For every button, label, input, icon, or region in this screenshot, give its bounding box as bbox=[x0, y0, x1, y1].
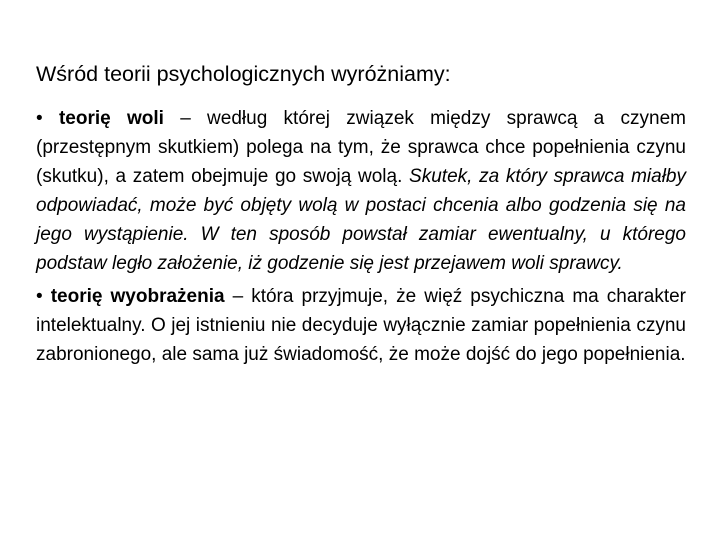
paragraph-theory-of-representation bbox=[36, 282, 686, 369]
slide-content bbox=[36, 104, 686, 369]
slide-heading: Wśród teorii psychologicznych wyróżniamy: bbox=[36, 62, 451, 86]
paragraph-text: – która przyjmuje, że więź psychiczna ma charakter intelektualny. O jej istnieniu nie decyduje wyłącznie zamiar popełnienia czynu zabronionego, ale sama już świadomość, że może dojść do jego popełnienia. bbox=[36, 286, 686, 365]
bullet-marker: • bbox=[36, 108, 43, 129]
term-theory-of-representation: teorię wyobrażenia bbox=[50, 286, 225, 307]
term-theory-of-will: teorię woli bbox=[58, 108, 164, 129]
paragraph-italic-text: Skutek, za który sprawca miałby odpowiadać, może być objęty wolą w postaci chcenia albo godzenia się na jego wystąpienie. W ten sposób powstał zamiar ewentualny, u którego podstaw legło założenie, iż godzenie się jest przejawem woli sprawcy. bbox=[36, 166, 686, 274]
paragraph-text: – według której związek między sprawcą a czynem (przestępnym skutkiem) polega na tym, że sprawca chce popełnienia czynu (skutku), a zatem obejmuje go swoją wolą. bbox=[36, 108, 686, 187]
paragraph-theory-of-will bbox=[36, 104, 686, 278]
bullet-marker: • bbox=[36, 286, 43, 307]
